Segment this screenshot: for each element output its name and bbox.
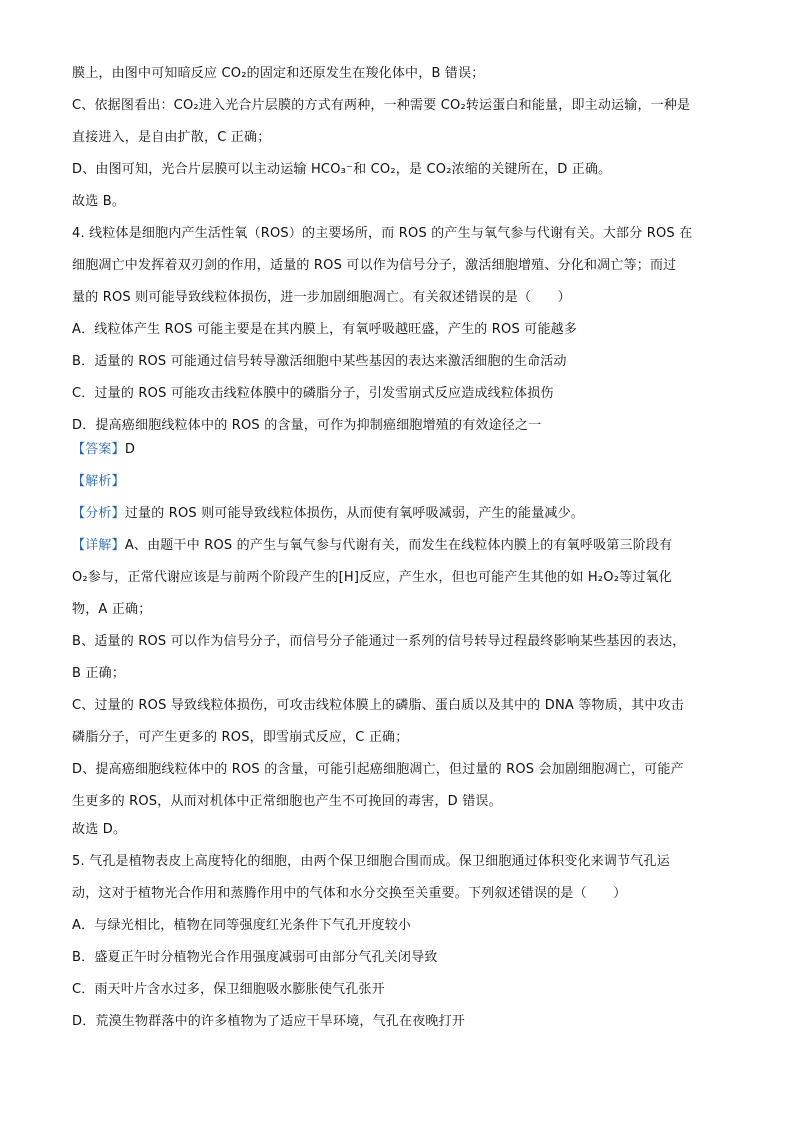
question-5-option-c: C．雨天叶片含水过多，保卫细胞吸水膨胀使气孔张开 [72, 982, 385, 997]
text-line: 物，A 正确； [72, 602, 152, 617]
analysis-tag: 【解析】 [72, 474, 125, 489]
text-line: 膜上，由图中可知暗反应 CO₂的固定和还原发生在羧化体中，B 错误； [72, 66, 485, 81]
text-line: 直接进入，是自由扩散，C 正确； [72, 130, 271, 145]
question-4-stem: 细胞凋亡中发挥着双刃剑的作用，适量的 ROS 可以作为信号分子，激活细胞增殖、分化和凋亡等；而过 [72, 258, 677, 273]
question-4-option-c: C．过量的 ROS 可能攻击线粒体膜中的磷脂分子，引发雪崩式反应造成线粒体损伤 [72, 386, 554, 401]
text-line: B 正确； [72, 666, 126, 681]
text-line: 故选 B。 [72, 194, 126, 209]
analysis-heading [72, 472, 125, 492]
text-line: C、过量的 ROS 导致线粒体损伤，可攻击线粒体膜上的磷脂、蛋白质以及其中的 DNA 等物质，其中攻击 [72, 698, 684, 713]
detail-tag: 【详解】 [72, 538, 125, 553]
text-line: B、适量的 ROS 可以作为信号分子，而信号分子能通过一系列的信号转导过程最终影响某些基因的表达， [72, 634, 686, 649]
question-5-option-a: A．与绿光相比，植物在同等强度红光条件下气孔开度较小 [72, 918, 412, 933]
text-line: 磷脂分子，可产生更多的 ROS，即雪崩式反应，C 正确； [72, 730, 409, 745]
question-5-stem: 动，这对于植物光合作用和蒸腾作用中的气体和水分交换至关重要。下列叙述错误的是（ ） [72, 886, 627, 901]
text-line: C、依据图看出：CO₂进入光合片层膜的方式有两种，一种需要 CO₂转运蛋白和能量，即主动运输，一种是 [72, 98, 691, 113]
question-4-option-b: B．适量的 ROS 可能通过信号转导激活细胞中某些基因的表达来激活细胞的生命活动 [72, 354, 567, 369]
answer-line: 【答案】D [72, 442, 136, 457]
question-5-option-b: B．盛夏正午时分植物光合作用强度减弱可由部分气孔关闭导致 [72, 950, 438, 965]
question-4-stem: 量的 ROS 则可能导致线粒体损伤，进一步加剧细胞凋亡。有关叙述错误的是（ ） [72, 290, 571, 305]
question-5-option-d: D．荒漠生物群落中的许多植物为了适应干旱环境，气孔在夜晚打开 [72, 1014, 466, 1029]
text-line: O₂参与，正常代谢应该是与前两个阶段产生的[H]反应，产生水，但也可能产生其他的如 H₂O₂等过氧化 [72, 570, 672, 585]
analysis-line: 【分析】过量的 ROS 则可能导致线粒体损伤，从而使有氧呼吸减弱，产生的能量减少。 [72, 506, 584, 521]
question-4-option-a: A．线粒体产生 ROS 可能主要是在其内膜上，有氧呼吸越旺盛，产生的 ROS 可能越多 [72, 322, 578, 337]
text-line: D、提高癌细胞线粒体中的 ROS 的含量，可能引起癌细胞凋亡，但过量的 ROS 会加剧细胞凋亡，可能产 [72, 762, 684, 777]
analysis-subtag: 【分析】 [72, 506, 125, 521]
question-4-option-d: D．提高癌细胞线粒体中的 ROS 的含量，可作为抑制癌细胞增殖的有效途径之一 [72, 418, 542, 433]
question-4-stem: 4. 线粒体是细胞内产生活性氧（ROS）的主要场所，而 ROS 的产生与氧气参与代谢有关。大部分 ROS 在 [72, 226, 693, 241]
text-line: D、由图可知，光合片层膜可以主动运输 HCO₃⁻和 CO₂，是 CO₂浓缩的关键所在，D 正确。 [72, 162, 612, 177]
text-line: 故选 D。 [72, 822, 127, 837]
detail-line: 【详解】A、由题干中 ROS 的产生与氧气参与代谢有关，而发生在线粒体内膜上的有氧呼吸第三阶段有 [72, 538, 673, 553]
answer-tag: 【答案】 [72, 442, 125, 457]
text-line: 生更多的 ROS，从而对机体中正常细胞也产生不可挽回的毒害，D 错误。 [72, 794, 502, 809]
question-5-stem: 5. 气孔是植物表皮上高度特化的细胞，由两个保卫细胞合围而成。保卫细胞通过体积变化来调节气孔运 [72, 854, 670, 869]
